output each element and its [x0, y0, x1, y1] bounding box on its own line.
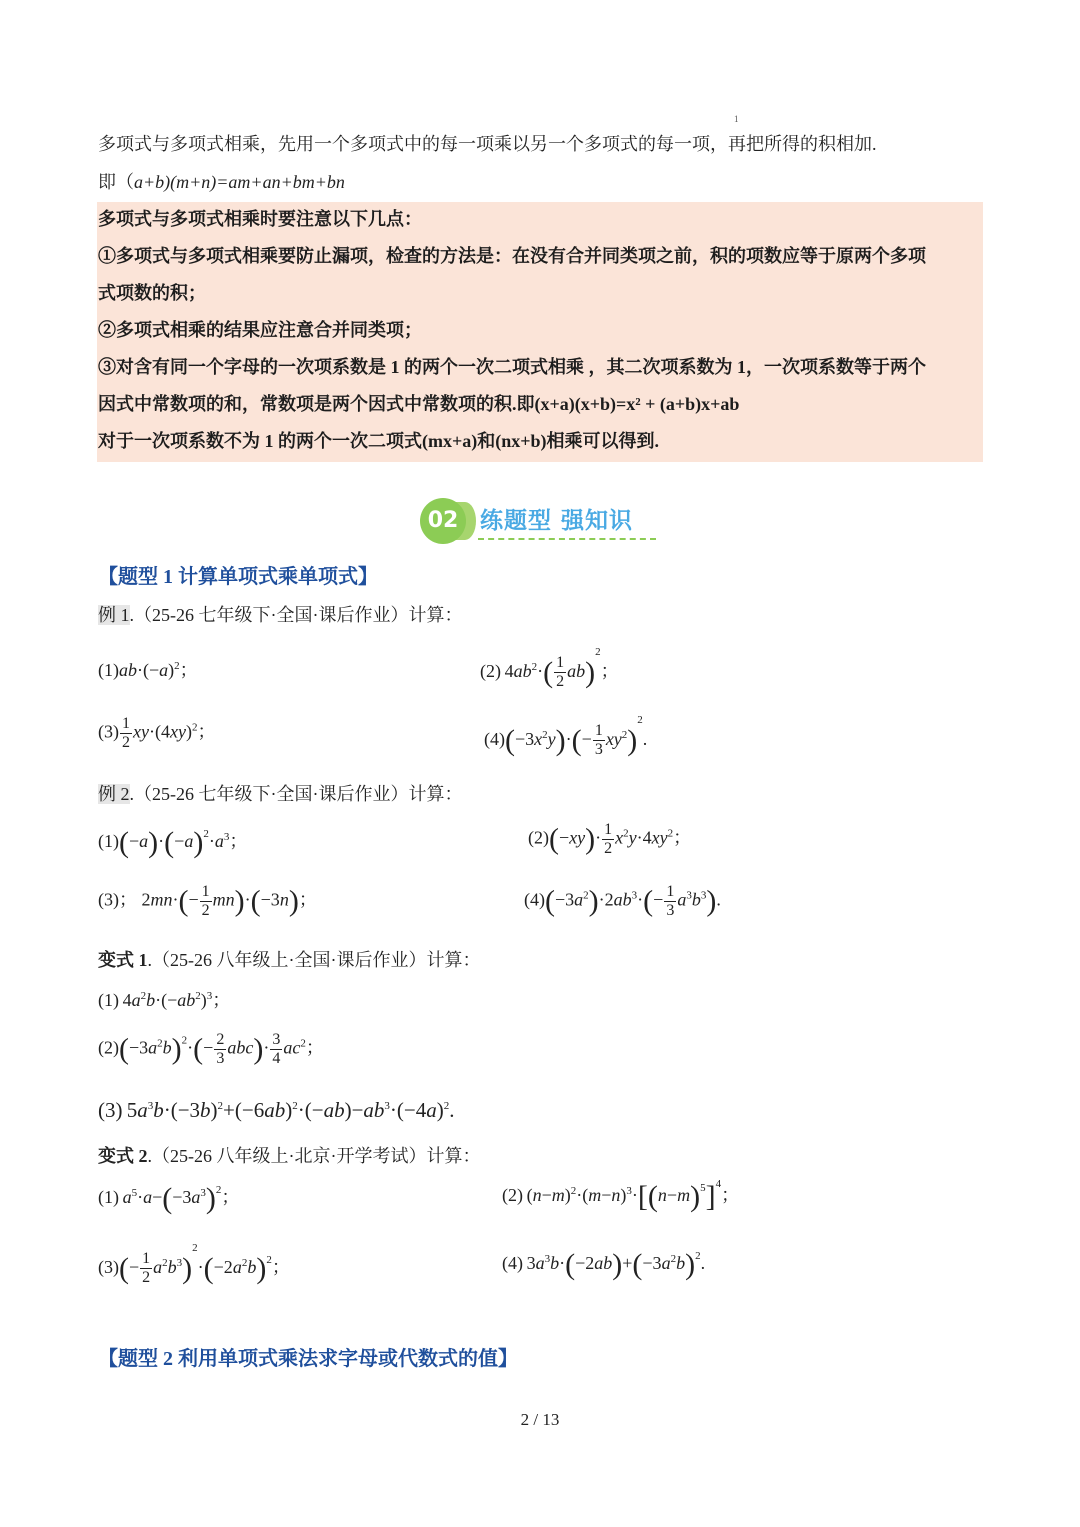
variant1-heading	[98, 946, 480, 972]
ex1-problem-2: (2) $4ab^2\cdot$( $\frac{1}{2}$ ab)$^2$；	[480, 646, 619, 691]
example2-heading	[98, 780, 462, 806]
banner-underline	[478, 538, 656, 540]
variant2-label: 变式 2	[98, 1146, 148, 1166]
var1-problem-3: (3) $5a^3b\cdot(-3b)^2+(-6ab)^2\cdot(-ab)-ab^3\cdot(-4a)^2$.	[98, 1098, 455, 1122]
example1-source: .（25-26 七年级下·全国·课后作业）计算：	[129, 605, 463, 625]
intro-formula-prefix: 即（	[98, 172, 134, 192]
intro-formula-body: a+b)(m+n)=am+an+bm+bn	[134, 172, 345, 192]
var2-problem-1: (1) $a^5\cdot a-(-3a^3)^2$；	[98, 1182, 240, 1215]
section-banner	[420, 498, 660, 546]
example1-label: 例 1	[98, 605, 130, 625]
note-item2: ②多项式相乘的结果应注意合并同类项；	[98, 320, 422, 340]
intro-rule: 多项式与多项式相乘，先用一个多项式中的每一项乘以另一个多项式的每一项，再把所得的积相加.	[98, 134, 877, 154]
notes-title: 多项式与多项式相乘时要注意以下几点：	[98, 209, 422, 229]
ex1-problem-4: $(4)(-3x^2y)\cdot(-$ $\frac{1}{3}$ $xy^2)^2$.	[484, 714, 648, 759]
note-item3-line3: 对于一次项系数不为 1 的两个一次二项式(mx+a)和(nx+b)相乘可以得到.	[98, 431, 660, 451]
note-item3-line1: ③对含有同一个字母的一次项系数是 1 的两个一次二项式相乘 ，其二次项系数为 1，一次项系数等于两个	[98, 357, 926, 377]
note-item3-line2: 因式中常数项的和，常数项是两个因式中常数项的积.即(x+a)(x+b)=x² + (a+b)x+ab	[98, 394, 740, 414]
ex2-problem-3: (3)； 2mn·(− $\frac{1}{2}$ mn)·(−3n)；	[98, 883, 317, 919]
var2-problem-4: (4) $3a^3b\cdot(-2ab)+(-3a^2b)^2$.	[502, 1248, 706, 1281]
example2-source: .（25-26 七年级下·全国·课后作业）计算：	[129, 784, 463, 804]
intro-formula	[98, 168, 345, 194]
ex2-problem-1: $(1)(-a)\cdot(-a)^2\cdot a^3$；	[98, 826, 248, 859]
variant2-heading	[98, 1142, 480, 1168]
var2-problem-3: (3)(− $\frac{1}{2}$ $a^2b^3)^2\cdot(-2a^2b)^2$；	[98, 1242, 290, 1287]
page-number: 2 / 13	[520, 1410, 560, 1429]
banner-text: 练题型 强知识	[480, 508, 634, 534]
ex2-problem-4: $(4)(-3a^2)\cdot 2ab^3\cdot(-$ $\frac{1}{3}$ $a^3b^3$).	[524, 883, 721, 919]
example2-label: 例 2	[98, 784, 130, 804]
example1-heading	[98, 601, 462, 627]
ex2-problem-2: (2)(−xy)· $\frac{1}{2}$ $x^2y\cdot 4xy^2$；	[528, 821, 692, 857]
section1-title: 【题型 1 计算单项式乘单项式】	[98, 566, 378, 588]
ex1-problem-1: $(1)ab\cdot(-a)^2$；	[98, 660, 198, 680]
variant1-source: .（25-26 八年级上·全国·课后作业）计算：	[147, 950, 481, 970]
note-item1-line1: ①多项式与多项式相乘要防止漏项，检查的方法是：在没有合并同类项之前，积的项数应等于原两个多项	[98, 246, 926, 266]
ex1-problem-3: (3) $\frac{1}{2}$ $xy\cdot(4xy)^2$；	[98, 715, 216, 751]
variant1-label: 变式 1	[98, 950, 148, 970]
variant2-source: .（25-26 八年级上·北京·开学考试）计算：	[147, 1146, 481, 1166]
var1-problem-1: (1) $4a^2b\cdot(-ab^2)^3$；	[98, 990, 231, 1010]
banner-number: 02	[420, 498, 466, 544]
var2-problem-2: (2) $(n-m)^2\cdot(m-n)^3\cdot[(n-m)^5]^4$；	[502, 1178, 740, 1213]
note-item1-line2: 式项数的积；	[98, 283, 206, 303]
section2-title: 【题型 2 利用单项式乘法求字母或代数式的值】	[98, 1348, 518, 1370]
var1-problem-2: $(2)(-3a^2b)^2\cdot(-$ $\frac{2}{3}$ abc)· $\frac{3}{4}$ $ac^2$；	[98, 1031, 324, 1067]
header-tick: 1	[734, 114, 739, 124]
